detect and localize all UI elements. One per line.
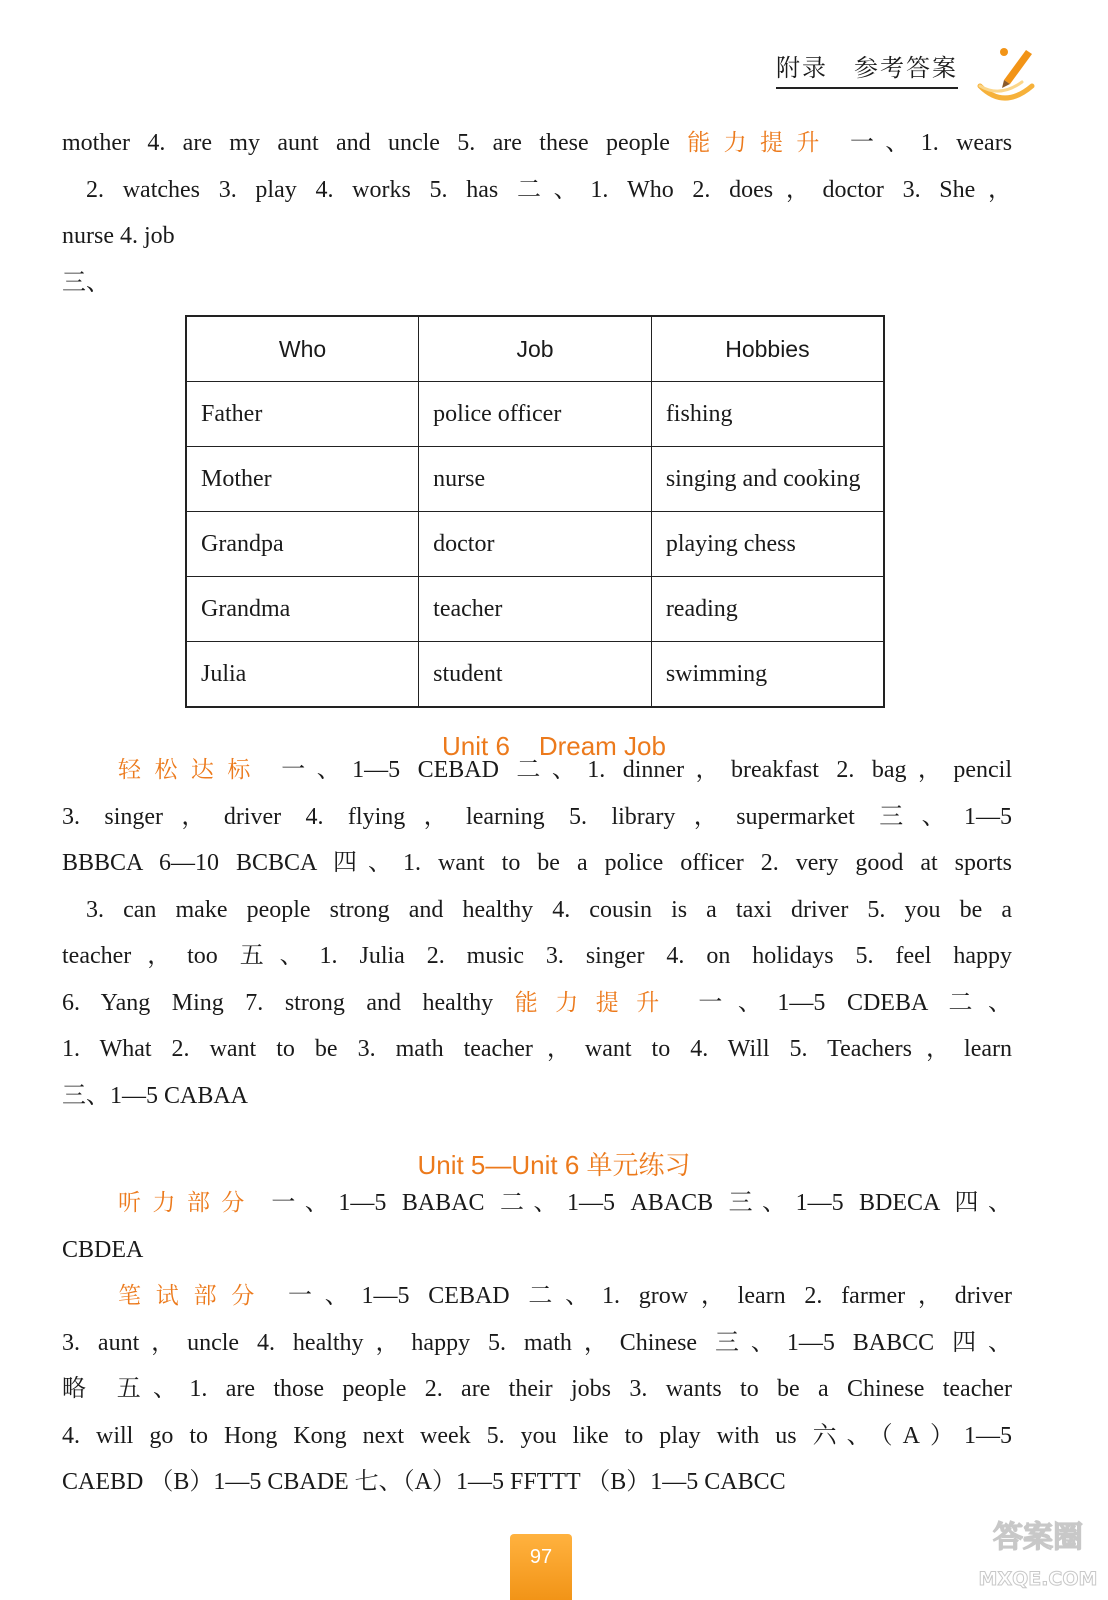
answer-line: 6. Yang Ming 7. strong and healthy 能力提升 一、1—5 CDEBA 二、 — [62, 989, 1013, 1016]
cell-who: Grandma — [186, 577, 419, 642]
answer-line: BBBCA 6—10 BCBCA 四、1. want to be a police officer 2. very good at sports — [62, 850, 1012, 876]
listening-label: 听力部分 — [118, 1190, 256, 1216]
answer-line: teacher，too 五、1. Julia 2. music 3. singer 4. on holidays 5. feel happy — [62, 943, 1012, 969]
table-row — [186, 642, 884, 708]
svg-text:MXQE.COM: MXQE.COM — [978, 1568, 1098, 1590]
table-header-row — [186, 316, 884, 382]
ability-label: 能力提升 — [687, 130, 833, 156]
answer-line: 3. singer，driver 4. flying，learning 5. library，supermarket 三、1—5 — [62, 803, 1012, 830]
answer-line: 三、1—5 CABAA — [62, 1082, 249, 1109]
table-row — [186, 447, 884, 512]
section-family-answers — [62, 120, 1012, 306]
answer-line: 略 五、1. are those people 2. are their jobs 3. wants to be a Chinese teacher — [62, 1376, 1012, 1402]
answer-line: 轻松达标 一、1—5 CEBAD 二、1. dinner，breakfast 2. bag，pencil — [118, 757, 1013, 783]
table-row — [186, 512, 884, 577]
cell-hobbies: swimming — [651, 642, 884, 708]
answer-line: 2. watches 3. play 4. works 5. has 二、1. Who 2. does，doctor 3. She， — [86, 176, 1012, 203]
cell-job: student — [419, 642, 652, 708]
page-header — [776, 48, 958, 89]
section-unit6-answers — [62, 747, 1012, 1119]
column-header-who: Who — [186, 316, 419, 382]
ability-label: 能力提升 — [514, 989, 677, 1016]
header-answers: 参考答案 — [854, 56, 958, 82]
answer-line: 4. will go to Hong Kong next week 5. you like to play with us 六、（A）1—5 — [62, 1422, 1012, 1449]
cell-job: police officer — [419, 382, 652, 447]
cell-hobbies: reading — [651, 577, 884, 642]
cell-hobbies: singing and cooking — [651, 447, 884, 512]
answer-line: 3. can make people strong and healthy 4. cousin is a taxi driver 5. you be a — [86, 896, 1012, 923]
answer-line: nurse 4. job — [62, 223, 175, 249]
pencil-icon — [974, 40, 1044, 110]
header-appendix: 附录 — [776, 56, 828, 82]
cell-hobbies: fishing — [651, 382, 884, 447]
column-header-job: Job — [419, 316, 652, 382]
answer-line: 笔试部分 一、1—5 CEBAD 二、1. grow，learn 2. farmer，driver — [118, 1283, 1013, 1309]
column-header-hobbies: Hobbies — [651, 316, 884, 382]
family-jobs-table — [185, 315, 885, 708]
section-review-answers — [62, 1180, 1012, 1506]
svg-text:答案圈: 答案圈 — [993, 1520, 1083, 1555]
cell-who: Julia — [186, 642, 419, 708]
answer-line: mother 4. are my aunt and uncle 5. are these people 能力提升 一、1. wears — [62, 130, 1013, 156]
answer-line: CAEBD （B）1—5 CBADE 七、（A）1—5 FFTTT （B）1—5 CABCC — [62, 1469, 786, 1495]
unit6-heading: Unit 6 Dream Job — [442, 731, 666, 761]
page-number: 97 — [510, 1534, 572, 1600]
answer-line: 听力部分 一、1—5 BABAC 二、1—5 ABACB 三、1—5 BDECA 四、 — [118, 1190, 1013, 1216]
cell-who: Father — [186, 382, 419, 447]
cell-job: nurse — [419, 447, 652, 512]
answer-line: 1. What 2. want to be 3. math teacher，want to 4. Will 5. Teachers，learn — [62, 1036, 1012, 1062]
table-row — [186, 577, 884, 642]
cell-job: doctor — [419, 512, 652, 577]
cell-who: Mother — [186, 447, 419, 512]
easy-label: 轻松达标 — [118, 757, 264, 783]
cell-hobbies: playing chess — [651, 512, 884, 577]
answer-line: 三、 — [62, 269, 110, 296]
cell-job: teacher — [419, 577, 652, 642]
cell-who: Grandpa — [186, 512, 419, 577]
answer-line: CBDEA — [62, 1236, 144, 1263]
table-row — [186, 382, 884, 447]
answer-line: 3. aunt，uncle 4. healthy，happy 5. math，Chinese 三、1—5 BABCC 四、 — [62, 1329, 1012, 1356]
written-label: 笔试部分 — [118, 1283, 270, 1309]
review-heading: Unit 5—Unit 6 单元练习 — [417, 1150, 691, 1180]
watermark-logo — [978, 1505, 1098, 1595]
